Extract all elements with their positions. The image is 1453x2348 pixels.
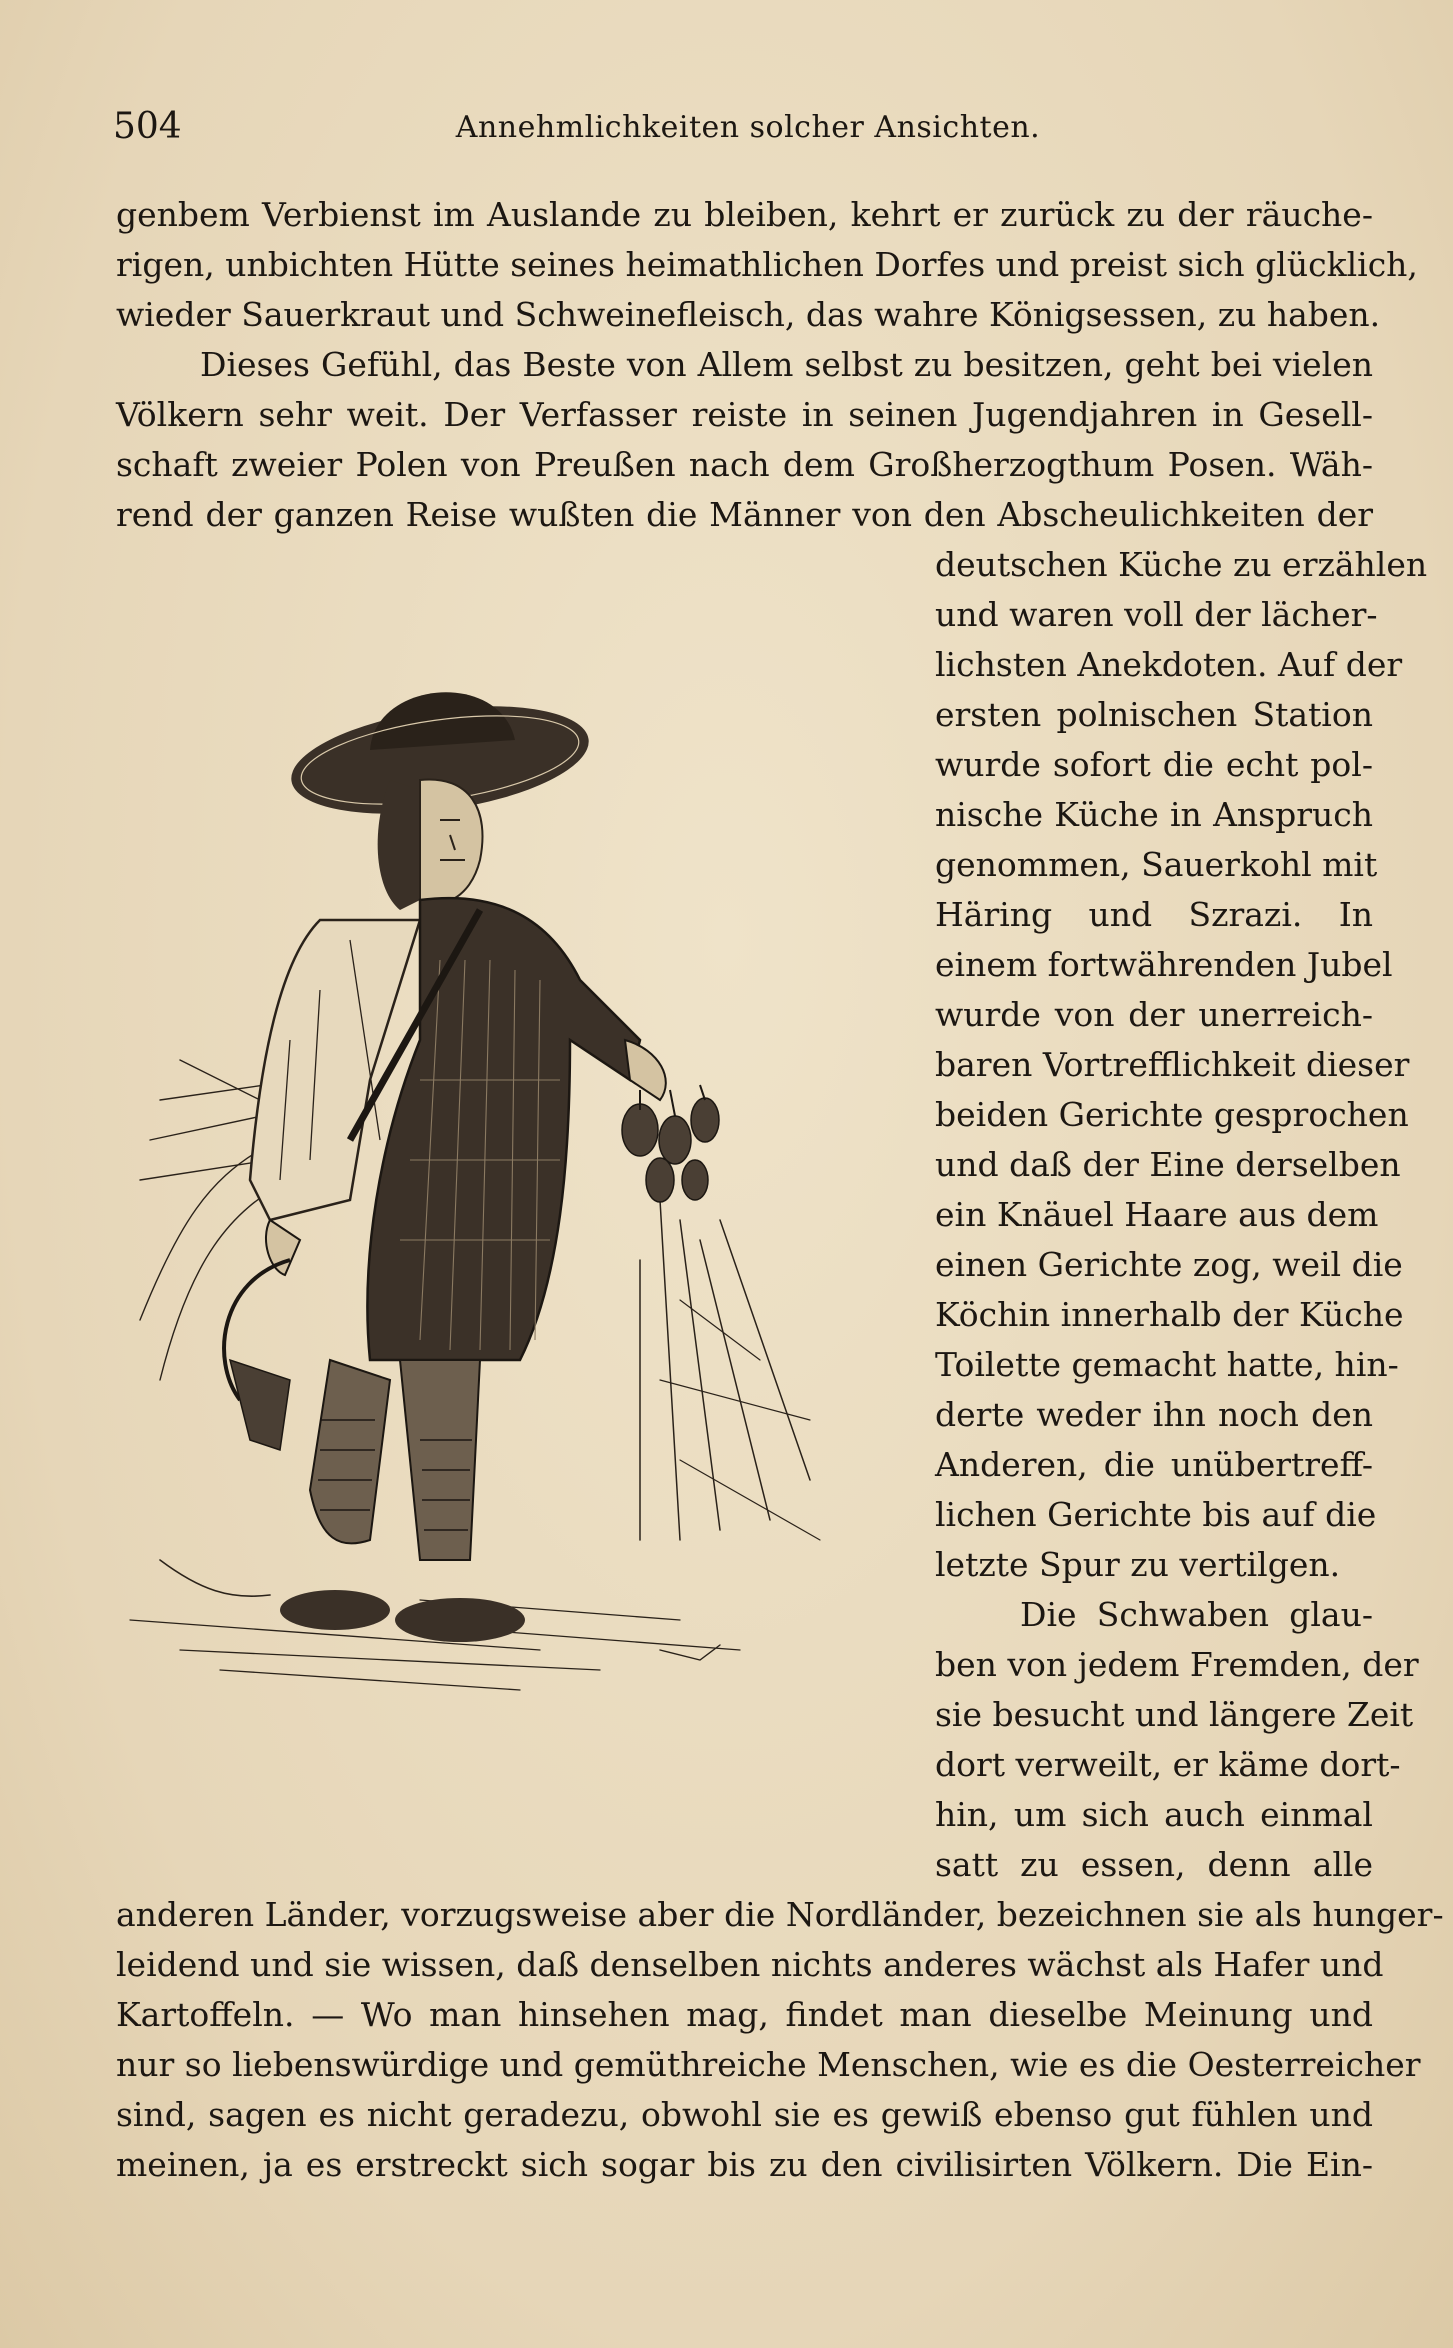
text-line: baren Vortrefflichkeit dieser: [935, 1045, 1410, 1084]
text-line: Dieses Gefühl, das Beste von Allem selbst zu besitzen, geht bei vielen: [200, 345, 1373, 384]
text-line: sind, sagen es nicht geradezu, obwohl sie es gewiß ebenso gut fühlen und: [116, 2095, 1373, 2134]
text-line: genommen, Sauerkohl mit: [935, 845, 1378, 884]
text-line: satt zu essen, denn alle: [935, 1845, 1373, 1884]
page-number: 504: [113, 106, 182, 147]
text-line: ein Knäuel Haare aus dem: [935, 1195, 1379, 1234]
text-line: schaft zweier Polen von Preußen nach dem Großherzogthum Posen. Wäh-: [116, 445, 1373, 484]
text-line: wurde sofort die echt pol-: [935, 745, 1373, 784]
text-line: Kartoffeln. — Wo man hinsehen mag, findet man dieselbe Meinung und: [116, 1995, 1373, 2034]
text-line: anderen Länder, vorzugsweise aber die Nordländer, bezeichnen sie als hunger-: [116, 1895, 1444, 1934]
text-line: nur so liebenswürdige und gemüthreiche Menschen, wie es die Oesterreicher: [116, 2045, 1421, 2084]
text-line: wurde von der unerreich-: [935, 995, 1373, 1034]
text-line: rend der ganzen Reise wußten die Männer von den Abscheulichkeiten der: [116, 495, 1373, 534]
text-line: Toilette gemacht hatte, hin-: [935, 1345, 1399, 1384]
page-header: [113, 100, 1383, 156]
text-line: Anderen, die unübertreff-: [935, 1445, 1373, 1484]
text-line: Völkern sehr weit. Der Verfasser reiste in seinen Jugendjahren in Gesell-: [116, 395, 1373, 434]
text-line: lichsten Anekdoten. Auf der: [935, 645, 1403, 684]
text-line: deutschen Küche zu erzählen: [935, 545, 1428, 584]
text-line: lichen Gerichte bis auf die: [935, 1495, 1377, 1534]
text-line: und daß der Eine derselben: [935, 1145, 1401, 1184]
text-line: einen Gerichte zog, weil die: [935, 1245, 1403, 1284]
text-line: dort verweilt, er käme dort-: [935, 1745, 1401, 1784]
text-line: Die Schwaben glau-: [1020, 1595, 1373, 1634]
text-line: leidend und sie wissen, daß denselben nichts anderes wächst als Hafer und: [116, 1945, 1384, 1984]
text-line: Häring und Szrazi. In: [935, 895, 1373, 934]
text-line: rigen, unbichten Hütte seines heimathlichen Dorfes und preist sich glücklich,: [116, 245, 1418, 284]
text-line: meinen, ja es erstreckt sich sogar bis zu den civilisirten Völkern. Die Ein-: [116, 2145, 1373, 2184]
text-line: ben von jedem Fremden, der: [935, 1645, 1419, 1684]
engraving-figure: [120, 660, 840, 1740]
text-line: hin, um sich auch einmal: [935, 1795, 1373, 1834]
text-line: letzte Spur zu vertilgen.: [935, 1545, 1341, 1584]
text-line: ersten polnischen Station: [935, 695, 1373, 734]
running-title: Annehmlichkeiten solcher Ansichten.: [455, 110, 1041, 145]
text-line: Köchin innerhalb der Küche: [935, 1295, 1404, 1334]
text-line: sie besucht und längere Zeit: [935, 1695, 1414, 1734]
text-line: wieder Sauerkraut und Schweinefleisch, das wahre Königsessen, zu haben.: [116, 295, 1381, 334]
text-line: beiden Gerichte gesprochen: [935, 1095, 1409, 1134]
peasant-illustration: [120, 660, 840, 1740]
text-line: und waren voll der lächer-: [935, 595, 1378, 634]
text-line: nische Küche in Anspruch: [935, 795, 1373, 834]
text-line: derte weder ihn noch den: [935, 1395, 1373, 1434]
text-line: genbem Verbienst im Auslande zu bleiben, kehrt er zurück zu der räuche-: [116, 195, 1373, 234]
text-line: einem fortwährenden Jubel: [935, 945, 1393, 984]
